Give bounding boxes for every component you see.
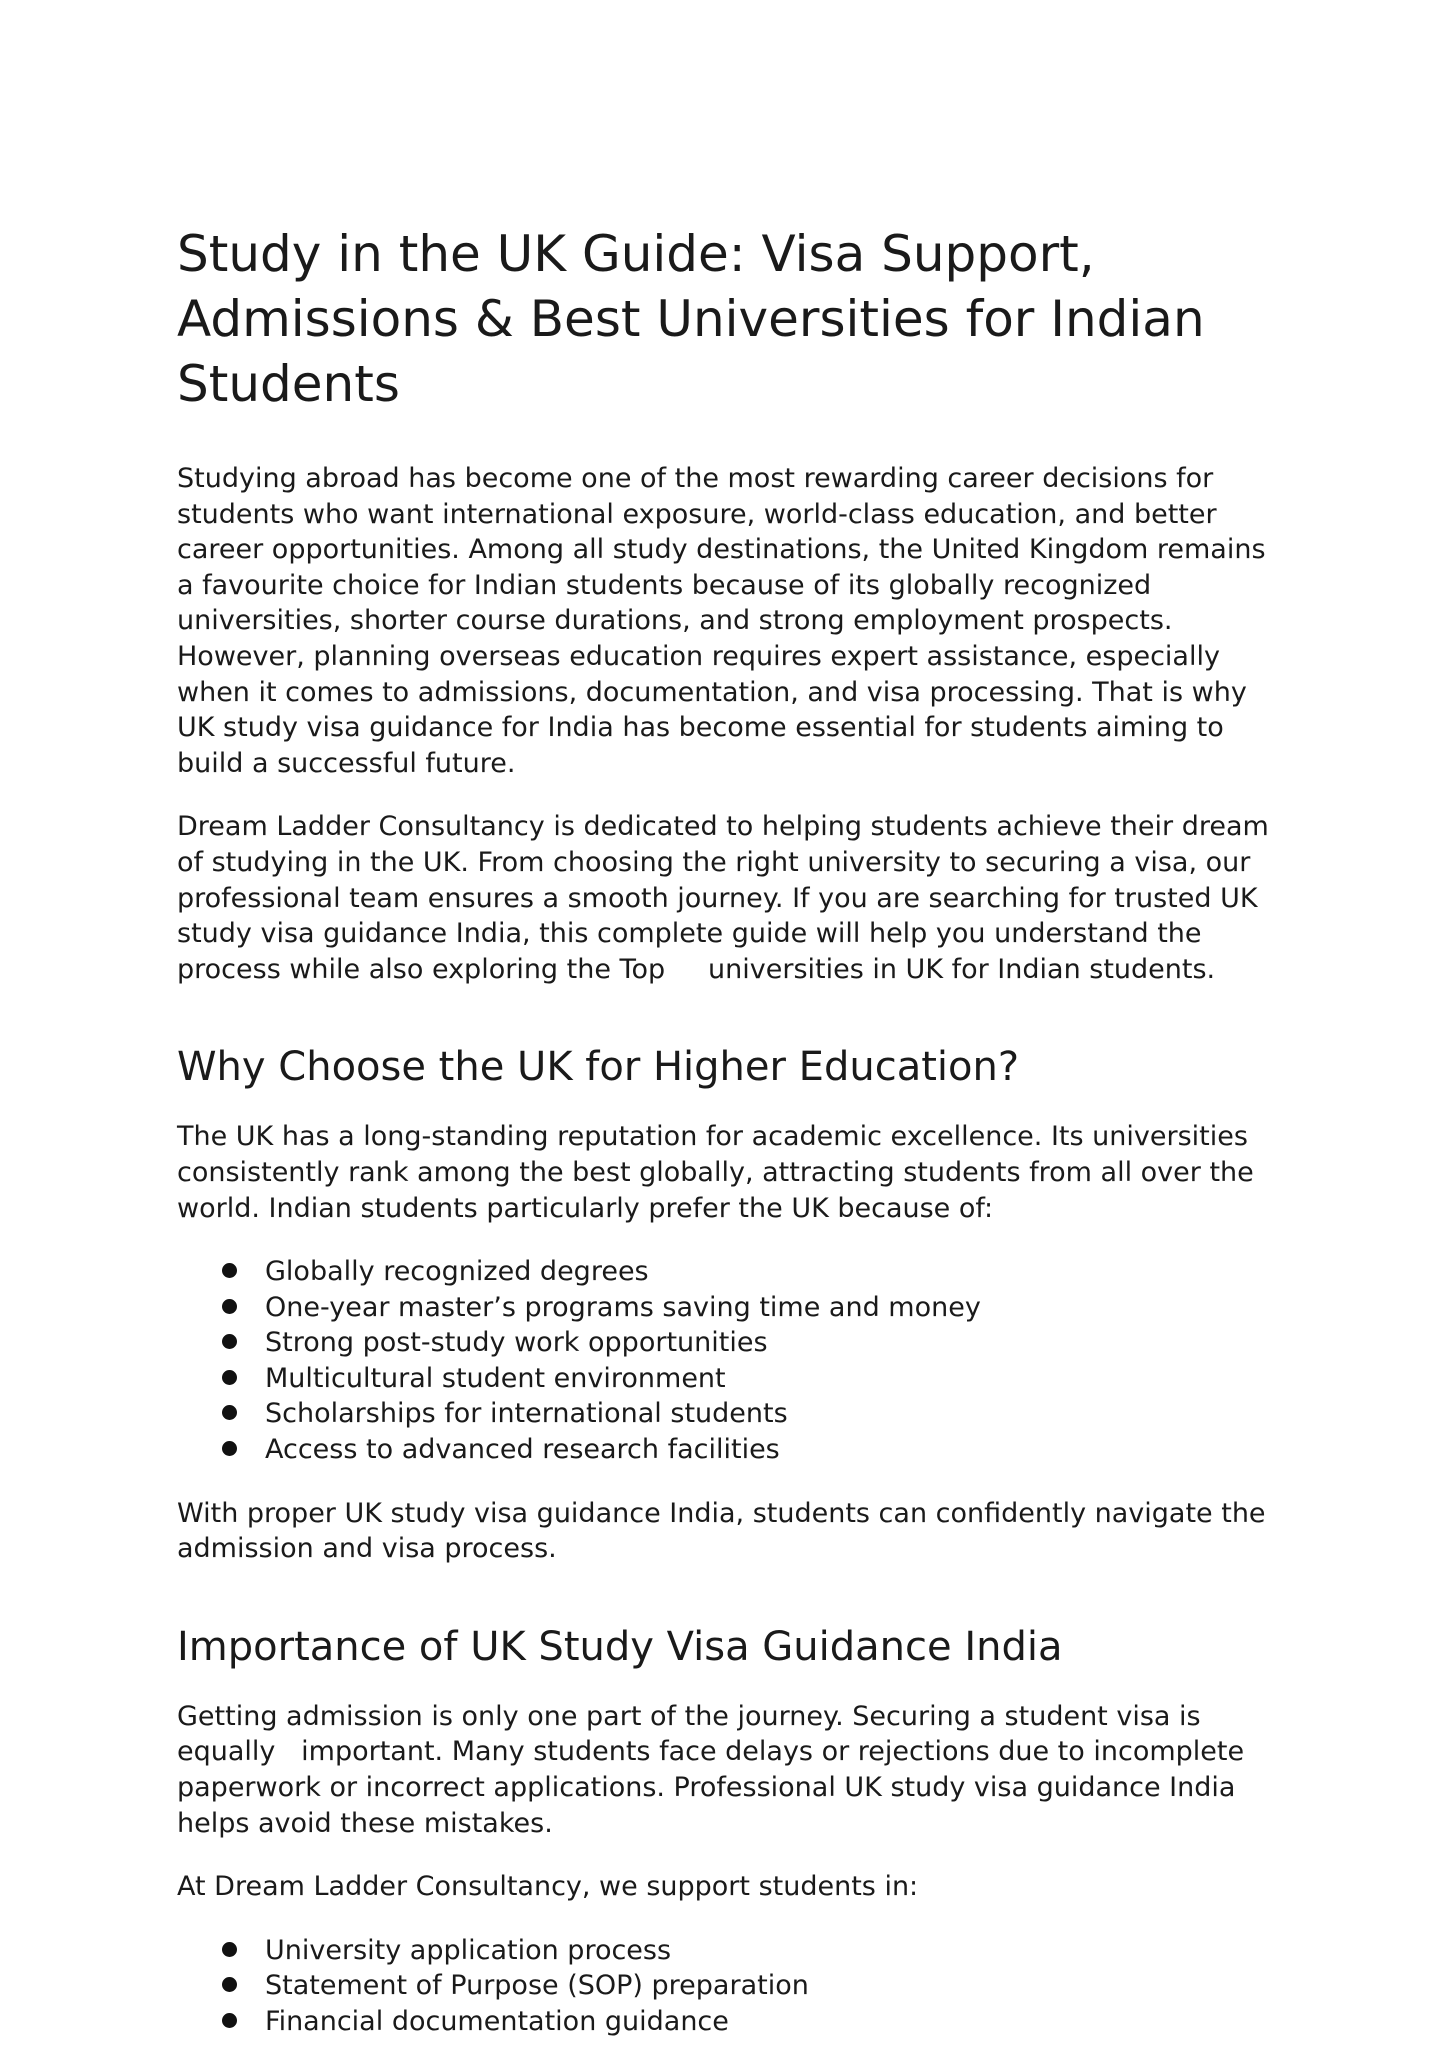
list-item [265,2004,1280,2040]
why-uk-bullet-list [177,1254,1280,1468]
list-item [265,1361,1280,1397]
intro-paragraph-1: Studying abroad has become one of the most rewarding career decisions for students who want international exposure, world-class education, and better career opportunities. Among all study destinations, the United Kingdom remains a favourite choice for Indian students because of its globally recognized universities, shorter course durations, and strong employment prospects. However, planning overseas education requires expert assistance, especially when it comes to admissions, documentation, and visa processing. That is why UK study visa guidance for India has become essential for students aiming to build a successful future. [177,463,1266,779]
bullet-icon [222,1370,237,1385]
section-visa-guidance-support-intro: At Dream Ladder Consultancy, we support students in: [177,1871,919,1903]
section-why-uk-intro: The UK has a long-standing reputation for academic excellence. Its universities consistently rank among the best globally, attracting students from all over the world. Indian students particularly prefer the UK because of: [177,1121,1254,1224]
bullet-icon [222,1405,237,1420]
section-heading-visa-guidance: Importance of UK Study Visa Guidance India [177,1623,1063,1670]
list-item [265,1290,1280,1326]
list-item-text: Scholarships for international students [265,1398,788,1430]
list-item-text: Statement of Purpose (SOP) preparation [265,1970,809,2002]
section-heading-why-uk: Why Choose the UK for Higher Education? [177,1044,1020,1091]
list-item-text: Globally recognized degrees [265,1256,649,1288]
list-item-text: University application process [265,1934,672,1966]
list-item [265,1396,1280,1432]
list-item-text: Access to advanced research facilities [265,1434,780,1466]
list-item-text: Financial documentation guidance [265,2006,729,2037]
list-item [265,1933,1280,1969]
list-item [265,1325,1280,1361]
list-item-text: Strong post-study work opportunities [265,1327,768,1359]
list-item-text: Multicultural student environment [265,1362,726,1394]
document-title: Study in the UK Guide: Visa Support, Admissions & Best Universities for Indian Students [177,225,1205,413]
support-bullet-list [177,1933,1280,2040]
list-item-text: One-year master’s programs saving time and money [265,1291,981,1323]
bullet-icon [222,1441,237,1456]
section-why-uk-outro: With proper UK study visa guidance India, students can confidently navigate the admission and visa process. [177,1497,1266,1565]
list-item [265,1432,1280,1468]
list-item [265,1968,1280,2004]
bullet-icon [222,1977,237,1992]
bullet-icon [222,1334,237,1349]
bullet-icon [222,1263,237,1278]
bullet-icon [222,1942,237,1957]
list-item [265,1254,1280,1290]
intro-paragraph-2: Dream Ladder Consultancy is dedicated to helping students achieve their dream of studying in the UK. From choosing the right university to securing a visa, our professional team ensures a smooth journey. If you are searching for trusted UK study visa guidance India, this complete guide will help you understand the process while also exploring the Top universities in UK for Indian students. [177,811,1278,985]
section-visa-guidance-intro: Getting admission is only one part of the journey. Securing a student visa is equally important. Many students face delays or rejections due to incomplete paperwork or incorrect applications. Professional UK study visa guidance India helps avoid these mistakes. [177,1700,1253,1839]
bullet-icon [222,2013,237,2028]
bullet-icon [222,1299,237,1314]
